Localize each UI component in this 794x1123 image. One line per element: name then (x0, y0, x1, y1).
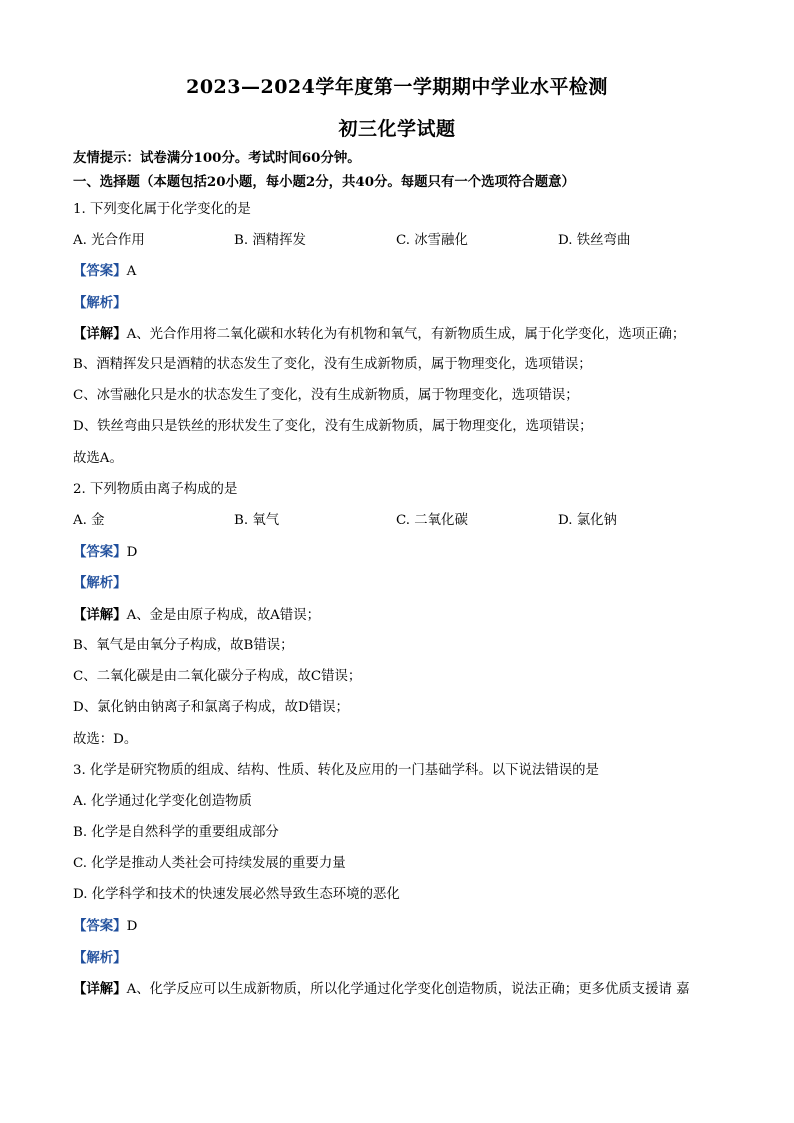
exam-subtitle: 初三化学试题 (338, 118, 456, 140)
q2-stem: 2. 下列物质由离子构成的是 (73, 482, 238, 497)
detail-label: 【详解】 (73, 981, 127, 997)
q3-answer-value: D (126, 919, 138, 934)
detail-label: 【详解】 (73, 326, 127, 342)
q1-option-b: B. 酒精挥发 (234, 233, 306, 248)
answer-label: 【答案】 (73, 263, 127, 279)
q1-option-c: C. 冰雪融化 (396, 233, 468, 248)
q2-option-b: B. 氧气 (234, 513, 280, 528)
q1-answer-value: A (126, 264, 137, 279)
exam-title: 2023—2024学年度第一学期期中学业水平检测 (186, 76, 608, 98)
q1-detail-text: A、光合作用将二氧化碳和水转化为有机物和氧气，有新物质生成，属于化学变化，选项正确； (126, 327, 686, 342)
answer-label: 【答案】 (73, 918, 127, 934)
analysis-label: 【解析】 (73, 950, 127, 966)
q1-detail-1 (73, 326, 685, 343)
q2-conclusion: 故选：D。 (73, 732, 138, 747)
q2-option-a: A. 金 (73, 513, 105, 528)
q3-option-c: C. 化学是推动人类社会可持续发展的重要力量 (73, 856, 346, 871)
q1-detail-3: C、冰雪融化只是水的状态发生了变化，没有生成新物质，属于物理变化，选项错误； (73, 388, 579, 403)
q1-analysis (73, 295, 127, 312)
answer-label: 【答案】 (73, 544, 127, 560)
q2-detail-3: C、二氧化碳是由二氧化碳分子构成，故C错误； (73, 669, 362, 684)
q3-option-a: A. 化学通过化学变化创造物质 (73, 794, 252, 809)
q2-analysis (73, 575, 127, 592)
q2-option-c: C. 二氧化碳 (396, 513, 468, 528)
section-heading: 一、选择题（本题包括20小题，每小题2分，共40分。每题只有一个选项符合题意） (73, 174, 575, 190)
q1-answer (73, 263, 136, 280)
q3-option-d: D. 化学科学和技术的快速发展必然导致生态环境的恶化 (73, 887, 400, 902)
q3-detail-text: A、化学反应可以生成新物质，所以化学通过化学变化创造物质，说法正确；更多优质支援请 嘉 (126, 982, 690, 997)
detail-label: 【详解】 (73, 607, 127, 623)
q2-detail-1 (73, 607, 320, 624)
notice: 友情提示：试卷满分100分。考试时间60分钟。 (73, 150, 361, 166)
q2-detail-text: A、金是由原子构成，故A错误； (126, 608, 320, 623)
q1-conclusion: 故选A。 (73, 451, 123, 466)
q2-answer-value: D (126, 545, 138, 560)
q3-analysis (73, 950, 127, 967)
q2-detail-2: B、氧气是由氧分子构成，故B错误； (73, 638, 294, 653)
q3-option-b: B. 化学是自然科学的重要组成部分 (73, 825, 279, 840)
q1-option-a: A. 光合作用 (73, 233, 145, 248)
q3-stem: 3. 化学是研究物质的组成、结构、性质、转化及应用的一门基础学科。以下说法错误的是 (73, 763, 599, 778)
q2-option-d: D. 氯化钠 (558, 513, 617, 528)
q2-detail-4: D、氯化钠由钠离子和氯离子构成，故D错误； (73, 700, 349, 715)
analysis-label: 【解析】 (73, 295, 127, 311)
q1-detail-4: D、铁丝弯曲只是铁丝的形状发生了变化，没有生成新物质，属于物理变化，选项错误； (73, 419, 593, 434)
q3-detail-1 (73, 981, 690, 998)
q3-answer (73, 918, 137, 935)
q1-stem: 1. 下列变化属于化学变化的是 (73, 202, 251, 217)
q1-option-d: D. 铁丝弯曲 (558, 233, 631, 248)
q2-answer (73, 544, 137, 561)
q1-detail-2: B、酒精挥发只是酒精的状态发生了变化，没有生成新物质，属于物理变化，选项错误； (73, 357, 592, 372)
analysis-label: 【解析】 (73, 575, 127, 591)
